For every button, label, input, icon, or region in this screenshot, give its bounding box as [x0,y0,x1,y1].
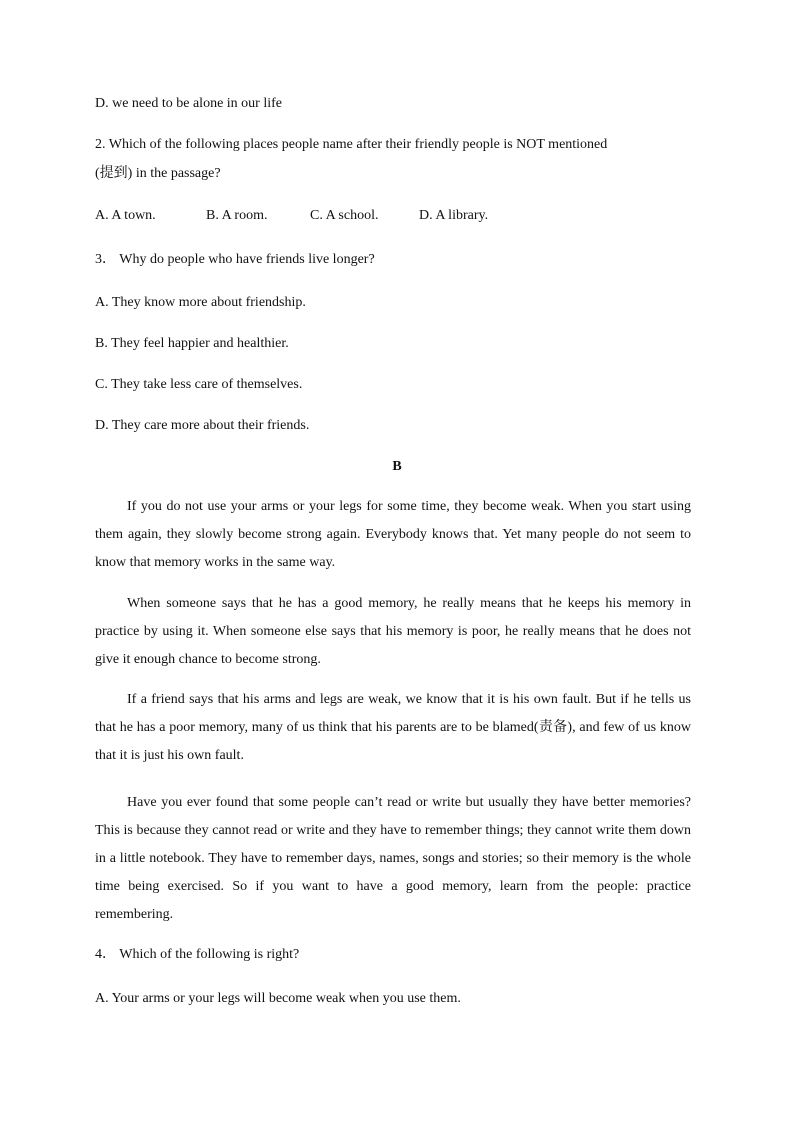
passage-paragraph-1: If you do not use your arms or your legs for some time, they become weak. When you start using them again, they slowly become strong again. Everybody knows that. Yet many people do not seem to know that memory works in the same way. [95,499,691,570]
question-2-text-cont: (提到) in the passage? [95,166,221,181]
passage-paragraph-2: When someone says that he has a good memory, he really means that he keeps his memory in practice by using it. When someone else says that his memory is poor, he really means that he does not give it enough chance to become strong. [95,596,691,667]
passage-paragraph-3: If a friend says that his arms and legs are weak, we know that it is his own fault. But if he tells us that he has a poor memory, many of us think that his parents are to be blamed(责备), and few of us know that it is just his own fault. [95,692,691,763]
passage-paragraph-4: Have you ever found that some people can’t read or write but usually they have better memories? This is because they cannot read or write and they have to remember things; they cannot write them down in a little notebook. They have to remember days, names, songs and stories; so their memory is the whole time being exercised. So if you want to have a good memory, learn from the people: practice remembering. [95,795,691,922]
q3-option-d: D. They care more about their friends. [95,418,310,433]
question-3-text: 3． Why do people who have friends live longer? [95,252,375,267]
question-4-text: 4． Which of the following is right? [95,947,300,962]
q3-option-b: B. They feel happier and healthier. [95,336,289,351]
q2-option-d: D. A library. [419,208,489,223]
q3-option-a: A. They know more about friendship. [95,295,306,310]
q4-option-a: A. Your arms or your legs will become weak when you use them. [95,991,461,1006]
question-2-text: 2. Which of the following places people name after their friendly people is NOT mentioned [95,137,608,152]
q2-option-a: A. A town. [95,208,156,223]
section-heading: B [392,459,402,474]
q2-option-c: C. A school. [310,208,379,223]
q3-option-c: C. They take less care of themselves. [95,377,303,392]
q2-option-b: B. A room. [206,208,268,223]
question-2-options [0,206,794,226]
q1-option-d: D. we need to be alone in our life [95,96,282,111]
